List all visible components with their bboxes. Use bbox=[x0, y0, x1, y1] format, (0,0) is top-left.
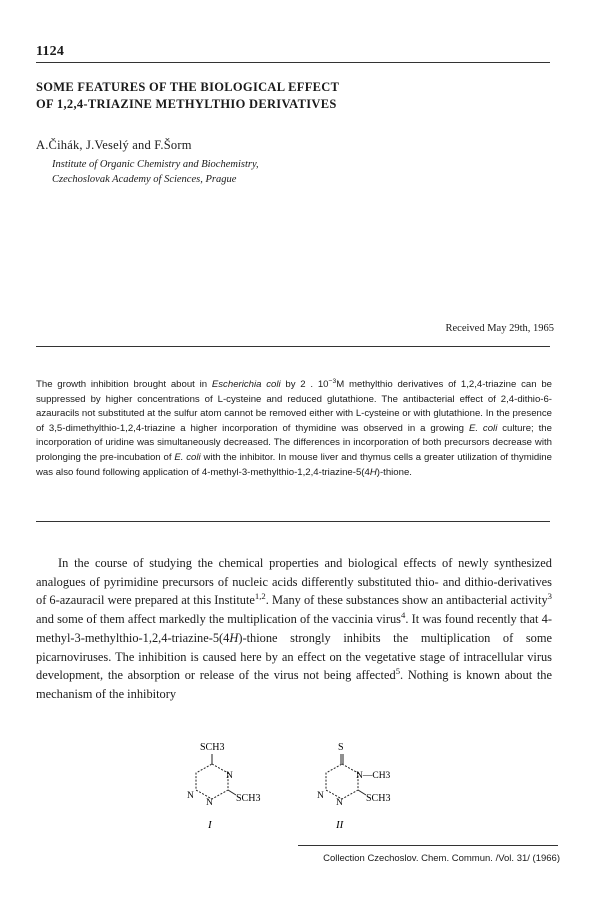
reference-marker[interactable]: 1,2 bbox=[254, 591, 266, 602]
abstract-text: with the inhibitor. In mouse liver and thymus cells a greater utilization of thymidine was also found following application of 4-methyl-3-methylthio-1,2,4-triazine-5(4 bbox=[36, 451, 552, 478]
header-rule bbox=[36, 62, 550, 63]
abstract-rule-bottom bbox=[36, 521, 550, 522]
journal-citation-footer: Collection Czechoslov. Chem. Commun. /Vol. 31/ (1966) bbox=[323, 853, 560, 864]
page-number: 1124 bbox=[36, 44, 65, 59]
structure-ii-n-left: N bbox=[317, 791, 324, 801]
abstract-text: )-thione. bbox=[376, 466, 412, 478]
body-text: )-thione strongly inhibits the multiplication of some picarnoviruses. The inhibition is caused here by an effect on the vegetative stage of intracellular virus development, the absorption or release of the virus not being affected bbox=[36, 630, 552, 683]
body-text: In the course of studying the chemical properties and biological effects of newly synthesized analogues of pyrimidine precursors of nucleic acids differently substituted thio- and dithio-derivatives of 6-azauracil were prepared at this Institute bbox=[36, 556, 552, 608]
structure-ii-n-bottom: N bbox=[336, 798, 343, 808]
reference-marker[interactable]: 4 bbox=[400, 609, 406, 620]
abstract-exponent: −3 bbox=[328, 377, 337, 385]
body-paragraph bbox=[36, 554, 552, 704]
authors: A.Čihák, J.Veselý and F.Šorm bbox=[36, 138, 192, 152]
reference-marker[interactable]: 3 bbox=[547, 591, 552, 602]
body-text: and some of them affect markedly the multiplication of the vaccinia virus bbox=[36, 612, 401, 627]
article-title bbox=[36, 79, 556, 113]
body-text: . It was found recently that 4-methyl-3-methylthio-1,2,4-triazine-5(4 bbox=[36, 612, 552, 645]
structure-i-n-bottom: N bbox=[206, 798, 213, 808]
abstract-text: culture; the incorporation of uridine was simultaneously decreased. The differences in incorporation of both precursors decrease with prolonging the pre-incubation of bbox=[36, 422, 552, 463]
abstract-text: M methylthio derivatives of 1,2,4-triazine can be suppressed by higher concentrations of L-cysteine and reduced glutathione. The antibacterial effect of 2,4-dithio-6-azauracils not substituted at the sulfur atom cannot be removed either with L-cysteine or with glutathione. In the presence of 3,5-dimethylthio-1,2,4-triazine a higher incorporation of thymidine was observed in a growing bbox=[36, 379, 553, 434]
structure-ii bbox=[317, 742, 391, 831]
structure-i-n-left: N bbox=[187, 791, 194, 801]
affiliation-line-2: Czechoslovak Academy of Sciences, Prague bbox=[52, 174, 237, 185]
abstract-organism: E. coli bbox=[174, 451, 201, 463]
structure-i-label: I bbox=[208, 819, 212, 831]
received-date: Received May 29th, 1965 bbox=[445, 323, 554, 334]
title-line-1: SOME FEATURES OF THE BIOLOGICAL EFFECT bbox=[36, 80, 340, 94]
abstract-rule-top bbox=[36, 346, 550, 347]
affiliation-line-1: Institute of Organic Chemistry and Biochemistry, bbox=[52, 159, 259, 170]
body-text: . Many of these substances show an antibacterial activity bbox=[265, 593, 548, 608]
affiliation bbox=[52, 157, 259, 187]
reference-marker[interactable]: 5 bbox=[395, 666, 401, 677]
structure-ii-n-methyl: N—CH3 bbox=[356, 771, 391, 781]
abstract-text: by 2 . 10 bbox=[280, 379, 329, 390]
structure-i-sch3-top: SCH3 bbox=[200, 742, 225, 753]
abstract-organism: Escherichia coli bbox=[211, 379, 281, 390]
body-text: . Nothing is known about the mechanism of the inhibitory bbox=[36, 668, 552, 701]
structure-ii-sch3-right: SCH3 bbox=[366, 793, 391, 804]
footer-rule bbox=[298, 845, 558, 846]
abstract-organism: E. coli bbox=[468, 422, 498, 434]
abstract bbox=[36, 378, 552, 480]
abstract-text: The growth inhibition brought about in bbox=[36, 379, 212, 390]
structure-i bbox=[187, 742, 260, 831]
structure-ii-s-top: S bbox=[338, 742, 344, 753]
title-line-2: OF 1,2,4-TRIAZINE METHYLTHIO DERIVATIVES bbox=[36, 97, 337, 111]
structure-i-n-right: N bbox=[226, 771, 233, 781]
body-italic-h: H bbox=[229, 630, 239, 645]
chemical-structures bbox=[160, 738, 460, 838]
structure-i-sch3-right: SCH3 bbox=[236, 793, 261, 804]
abstract-italic-h: H bbox=[369, 466, 377, 478]
structure-ii-label: II bbox=[336, 819, 344, 831]
